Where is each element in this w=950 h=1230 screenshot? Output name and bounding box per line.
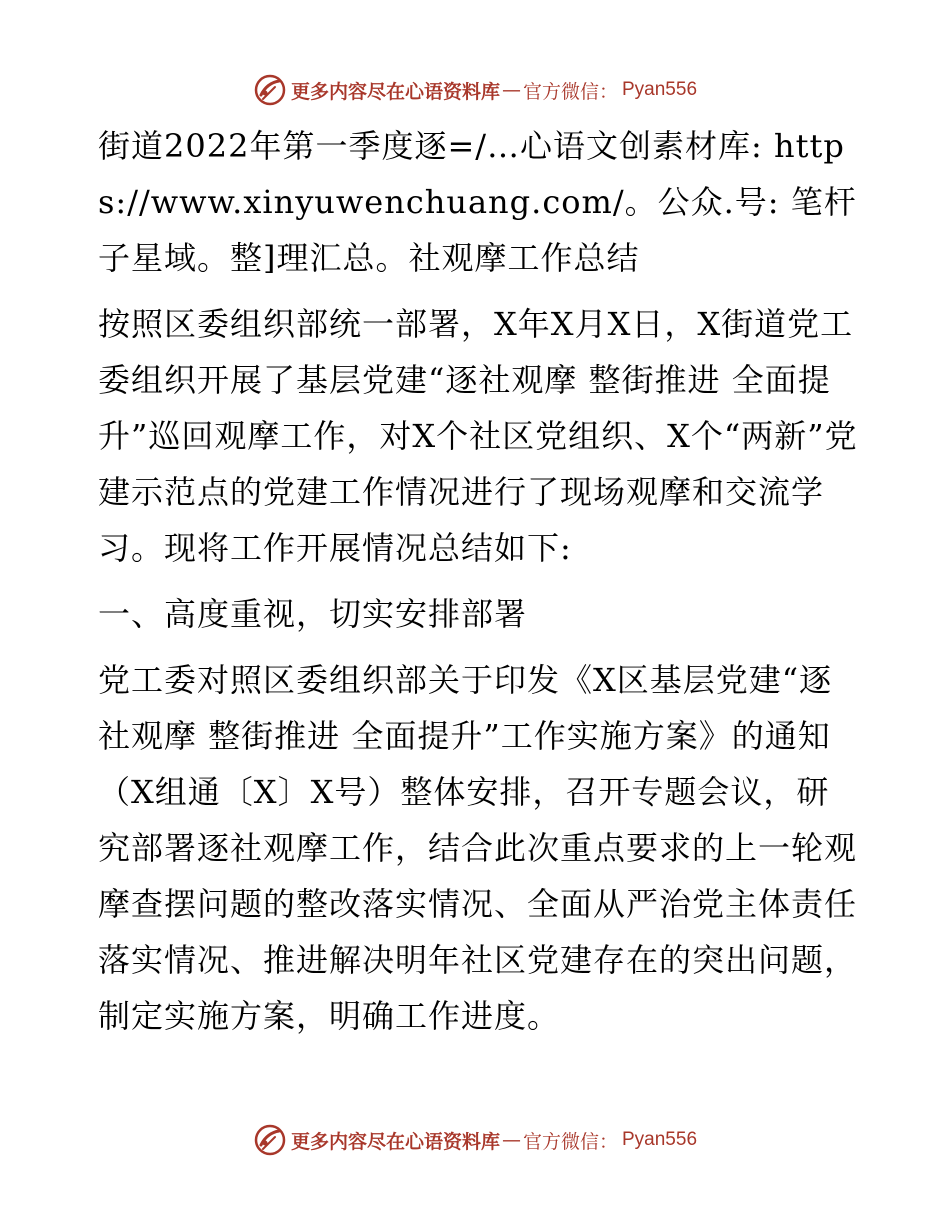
banner-separator: — [501, 1129, 521, 1151]
paragraph-title: 街道2022年第一季度逐=/…心语文创素材库: https://www.xinyuwenchuang.com/。公众.号: 笔杆子星域。整]理汇总。社观摩工作总结 [98, 127, 857, 277]
banner-official-label: 官方微信： [522, 80, 618, 103]
banner-wechat-id: Pyan556 [622, 79, 698, 100]
paragraph-body: 党工委对照区委组织部关于印发《X区基层党建“逐社观摩 整街推进 全面提升”工作实施方案》的通知（X组通〔X〕X号）整体安排，召开专题会议，研究部署逐社观摩工作，结合此次重点要求的上一轮观摩查摆问题的整改落实情况、全面从严治党主体责任落实情况、推进解决明年社区党建存在的突出问题，制定实施方案，明确工作进度。 [98, 661, 858, 1035]
header-banner [0, 70, 950, 110]
banner-official-label: 官方微信： [522, 1130, 618, 1153]
pen-logo-icon [253, 1123, 287, 1157]
document-body [98, 118, 858, 1054]
banner-main-text: 更多内容尽在心语资料库 [290, 1130, 500, 1153]
banner-wechat-id: Pyan556 [622, 1129, 698, 1150]
paragraph-intro: 按照区委组织部统一部署，X年X月X日，X街道党工委组织开展了基层党建“逐社观摩 整街推进 全面提升”巡回观摩工作，对X个社区党组织、X个“两新”党建示范点的党建工作情况进行了现场观摩和交流学习。现将工作开展情况总结如下: [98, 305, 858, 567]
section-heading: 一、高度重视，切实安排部署 [98, 595, 528, 633]
banner-separator: — [501, 79, 521, 101]
banner-main-text: 更多内容尽在心语资料库 [290, 80, 500, 103]
pen-logo-icon [253, 73, 287, 107]
footer-banner [0, 1120, 950, 1160]
